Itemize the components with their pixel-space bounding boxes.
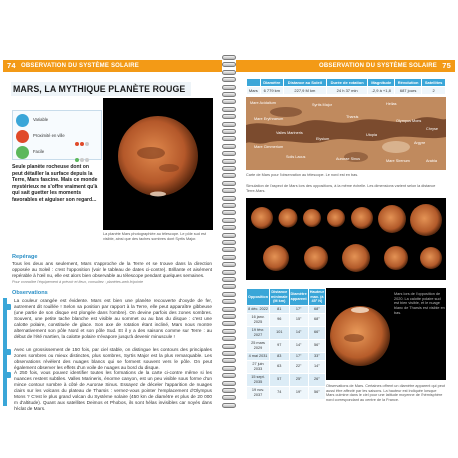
binding-ring [222, 122, 236, 127]
binding-ring [222, 70, 236, 75]
table-cell: 6 779 km [260, 87, 283, 95]
binding-ring [222, 99, 236, 104]
left-page [3, 60, 222, 411]
mars-photo-svg [103, 98, 213, 230]
table-header-cell: Révolution [394, 79, 421, 87]
section-observations: Observations [12, 290, 48, 296]
binding-ring [222, 159, 236, 164]
binding-ring [222, 284, 236, 289]
mars-disc [327, 209, 345, 227]
binding-ring [222, 173, 236, 178]
right-page [236, 60, 455, 408]
map-label: Argyre [414, 141, 426, 145]
map-caption: Carte de Mars pour l'observation au télescope. Le nord est en bas. [246, 173, 359, 177]
table-cell: 19 févr. 2027 [247, 326, 270, 339]
mars-snapshots [246, 198, 446, 280]
binding-ring [222, 299, 236, 304]
binding-ring [222, 203, 236, 208]
binding-ring [222, 388, 236, 393]
reperage-text: Tous les deux ans seulement, Mars s'approche de la Terre et se trouve dans la direction opposée au Soleil : c'est l'opposition (voir le tableau de dates ci-contre). Brillante et aisément repérable à l'œil nu, elle est alors bien observable au télescope pendant quelques semaines. [12, 261, 212, 278]
binding-ring [222, 351, 236, 356]
binding-ring [222, 233, 236, 238]
table-cell: 227,9 M km [283, 87, 326, 95]
map-label: Arabia [426, 159, 437, 163]
map-label: Hellas [386, 102, 397, 106]
mars-disc [410, 204, 442, 236]
table-cell: 68° [308, 305, 325, 313]
right-page-number: 75 [442, 61, 451, 70]
binding-ring [222, 321, 236, 326]
mars-map [246, 97, 446, 170]
rating-dot [85, 158, 89, 162]
table-header-cell: Hauteur max. (à 45° N) [308, 289, 325, 306]
binding-ring [222, 166, 236, 171]
article-title: MARS, LA MYTHIQUE PLANÈTE ROUGE [13, 84, 186, 94]
table-cell: 27 juin 2033 [247, 360, 270, 373]
binding-ring [222, 270, 236, 275]
binding-ring [222, 55, 236, 60]
table-row [247, 313, 326, 326]
binding-ring [222, 381, 236, 386]
mars-disc [378, 205, 406, 233]
intro-text: Seule planète rocheuse dont on peut détailler la surface depuis la Terre, Mars fascine. Mais ce monde mystérieux ne s'offre vraiment qu'à qui sait guetter les moments favorables et aiguiser son regard... [12, 164, 98, 203]
binding-ring [222, 314, 236, 319]
info-row-difficulty: Facile [33, 149, 45, 154]
map-label: Elysium [316, 137, 330, 141]
binding-ring [222, 262, 236, 267]
mars-photo [103, 98, 213, 230]
info-box [12, 110, 102, 160]
binding-ring [222, 196, 236, 201]
binding-ring [222, 344, 236, 349]
map-label: Solis Lacus [286, 155, 306, 159]
binding-ring [222, 188, 236, 193]
magnify-icon [5, 372, 11, 378]
map-label: Valles Marineris [276, 131, 303, 135]
table-cell: Mars [247, 87, 261, 95]
right-header-title: OBSERVATION DU SYSTÈME SOLAIRE [318, 63, 437, 69]
opposition-photo-caption: Mars lors de l'opposition de 2020. La calotte polaire sud est bien visible, et le nuage blanc de Tharsis est visible en bas. [394, 292, 445, 315]
binding-ring [222, 136, 236, 141]
rating-dot [85, 142, 89, 146]
binding-ring [222, 403, 236, 408]
table-cell: 96 [270, 313, 289, 326]
info-row-city: Proximité en ville [33, 133, 65, 138]
table-cell: 83 [270, 352, 289, 360]
table-header-cell: Distance minimale (M km) [270, 289, 289, 306]
snapshots-caption: Simulation de l'aspect de Mars lors des oppositions, à la même échelle. Les dimensions varient selon la distance Terre-Mars. [246, 184, 436, 193]
reperage-note: Pour connaître l'équipement à prévoir et lieux, consultez : planètes-web.fr/pointe [12, 280, 144, 284]
left-header-title: OBSERVATION DU SYSTÈME SOLAIRE [21, 63, 140, 69]
table-row [247, 373, 326, 386]
mars-disc [304, 246, 328, 270]
map-label: Olympus Mons [396, 119, 422, 123]
table-header-cell: Satellites [422, 79, 446, 87]
binding-ring [222, 247, 236, 252]
binding-ring [222, 107, 236, 112]
binding-ring [222, 210, 236, 215]
binding-ring [222, 336, 236, 341]
table-header-cell: Diamètre apparent [289, 289, 308, 306]
table-cell: 22" [289, 360, 308, 373]
telescope-caption: Observations de Mars. Certaines offrent un diamètre apparent qui peut aussi être affecté par les saisons. La hauteur est indiquée lorsque Mars culmine dans le ciel pour une latitude moyenne de l'hémisphère nord correspondant au centre de la France. [326, 384, 445, 403]
observations-text-1: La couleur orangée est évidente. Mars est bien une planète recouverte d'oxyde de fer, autrement dit rouillée ! Selon sa position par rapport à la Terre, elle peut apparaître gibbeuse (une partie de son disque est plongée dans l'ombre). On devine parfois des zones sombres. Souvent, une petite tache blanche est visible au sommet ou au bas du disque : c'est une calotte polaire, constituée de glace. Son axe de rotation étant incliné, Mars nous montre alternativement son pôle Nord et son pôle Sud. Et il y a des saisons comme sur Terre : au début de l'été martien, la calotte polaire s'évapore jusqu'à devenir minuscule ! [14, 298, 212, 339]
opposition-table [246, 288, 326, 400]
table-header-cell [247, 79, 261, 87]
observations-text-2: Avec un grossissement de 150 fois, par ciel stable, on distingue les contours des principales zones sombres ou mieux distinctes, plus sombres, Syrtis Major est la plus remarquable. Les observations révèlent des nuages blancs qui se forment souvent vers le pôle. On peut également observer les effets d'un voile de nuages au bord du disque. [14, 347, 212, 370]
table-cell: 66° [308, 326, 325, 339]
mars-disc [279, 209, 298, 228]
table-cell: 14" [289, 339, 308, 352]
table-cell: 101 [270, 326, 289, 339]
mars-disc [384, 246, 408, 270]
binding-ring [222, 307, 236, 312]
table-row [247, 360, 326, 373]
mars-disc [420, 247, 442, 269]
table-cell: 14" [289, 326, 308, 339]
table-row [247, 305, 326, 313]
planet-icon [16, 114, 29, 127]
mars-disc [251, 207, 273, 229]
table-cell: 25 mars 2029 [247, 339, 270, 352]
table-cell: 16 janv. 2025 [247, 313, 270, 326]
table-header-cell: Distance au Soleil [283, 79, 326, 87]
binding-ring [222, 240, 236, 245]
info-row-visibility: Variable [33, 117, 49, 122]
rating-dot [80, 142, 84, 146]
right-page-header [236, 60, 455, 72]
table-cell: 24 h 37 min [326, 87, 368, 95]
rating-dot [75, 158, 79, 162]
table-cell: 57 [270, 373, 289, 386]
binding-ring [222, 329, 236, 334]
table-cell: 56° [308, 386, 325, 399]
table-row [247, 352, 326, 360]
difficulty-icon [16, 146, 29, 159]
table-row [247, 87, 446, 95]
magnify-icon [5, 304, 11, 310]
table-cell: 56° [308, 339, 325, 352]
table-cell: 25" [289, 373, 308, 386]
table-header-row [247, 79, 446, 87]
table-cell: 74 [270, 386, 289, 399]
rating-dot [80, 158, 84, 162]
left-page-header [3, 60, 222, 72]
table-header-row [247, 289, 326, 306]
table-header-cell: Diamètre [260, 79, 283, 87]
mars-photo-caption: La planète Mars photographiée au télescope. Le pôle sud est visible, ainsi que des taches sombres dont Syrtis Major. [103, 232, 207, 241]
map-label: Tharsis [346, 115, 359, 119]
table-row [247, 339, 326, 352]
mars-disc [351, 207, 373, 229]
binding-ring [222, 151, 236, 156]
binding-ring [222, 255, 236, 260]
table-cell: 19" [289, 386, 308, 399]
table-cell: -2,9 à +1,8 [368, 87, 395, 95]
binding-ring [222, 129, 236, 134]
table-cell: 33° [308, 352, 325, 360]
binding-ring [222, 358, 236, 363]
observations-text-3: À 250 fois, vous pouvez identifier toutes les formations de la carte ci-contre même si les nuances restent subtiles. Valles Marineris, énorme canyon, est un peu visible sous forme d'un mince contour sombre à côté de Aurorae Sinus. Essayez de déceler l'apparition de nuages clairs sur les volcans du plateau de Tharsis : vernez-vous pointer l'emplacement d'Olympus Mons ? C'est le plus grand volcan du Système solaire (450 km de diamètre et plus de 20 000 m d'altitude). Quant aux satellites Deimos et Phobos, ils sont hélas invisibles car noyés dans l'éclat de Mars. [14, 370, 212, 411]
table-cell: 8 déc. 2022 [247, 305, 270, 313]
binding-ring [222, 77, 236, 82]
table-cell: 19 nov. 2037 [247, 386, 270, 399]
binding-ring [222, 92, 236, 97]
map-label: Mare Sirenum [386, 159, 410, 163]
binding-ring [222, 85, 236, 90]
table-row [247, 386, 326, 399]
table-header-cell: Magnitude [368, 79, 395, 87]
binding-ring [222, 62, 236, 67]
table-cell: 15" [289, 313, 308, 326]
binding-ring [222, 373, 236, 378]
table-cell: 2 [422, 87, 446, 95]
city-icon [16, 130, 29, 143]
magnify-icon [5, 349, 11, 355]
spiral-binding [222, 55, 236, 413]
binding-ring [222, 225, 236, 230]
mars-disc [342, 244, 370, 272]
table-cell: 68° [308, 313, 325, 326]
map-label: Mare Cimmerium [254, 145, 284, 149]
map-label: Chryse [426, 127, 439, 131]
table-cell: 4 mai 2031 [247, 352, 270, 360]
table-cell: 14° [308, 360, 325, 373]
mars-disc [303, 209, 321, 227]
table-header-cell: Durée de rotation [326, 79, 368, 87]
table-header-cell: Opposition [247, 289, 270, 306]
binding-ring [222, 292, 236, 297]
table-cell: 26° [308, 373, 325, 386]
table-cell: 63 [270, 360, 289, 373]
map-label: Aurorae Sinus [336, 157, 361, 161]
map-label: Mare Acidalium [250, 101, 276, 105]
table-cell: 81 [270, 305, 289, 313]
mars-snapshots-svg [246, 198, 446, 280]
binding-ring [222, 144, 236, 149]
section-reperage: Repérage [12, 254, 38, 260]
left-page-number: 74 [7, 61, 16, 70]
table-cell: 687 jours [394, 87, 421, 95]
binding-ring [222, 114, 236, 119]
table-cell: 17" [289, 352, 308, 360]
planet-data-table [246, 78, 446, 95]
table-cell: 17" [289, 305, 308, 313]
binding-ring [222, 218, 236, 223]
map-label: Syrtis Major [312, 103, 333, 107]
binding-ring [222, 366, 236, 371]
rating-dot [75, 142, 79, 146]
mars-disc [263, 245, 289, 271]
binding-ring [222, 395, 236, 400]
map-label: Mare Erythraeum [254, 117, 284, 121]
table-row [247, 326, 326, 339]
table-cell: 15 sept. 2035 [247, 373, 270, 386]
binding-ring [222, 181, 236, 186]
map-label: Utopia [366, 133, 377, 137]
binding-ring [222, 277, 236, 282]
table-cell: 97 [270, 339, 289, 352]
